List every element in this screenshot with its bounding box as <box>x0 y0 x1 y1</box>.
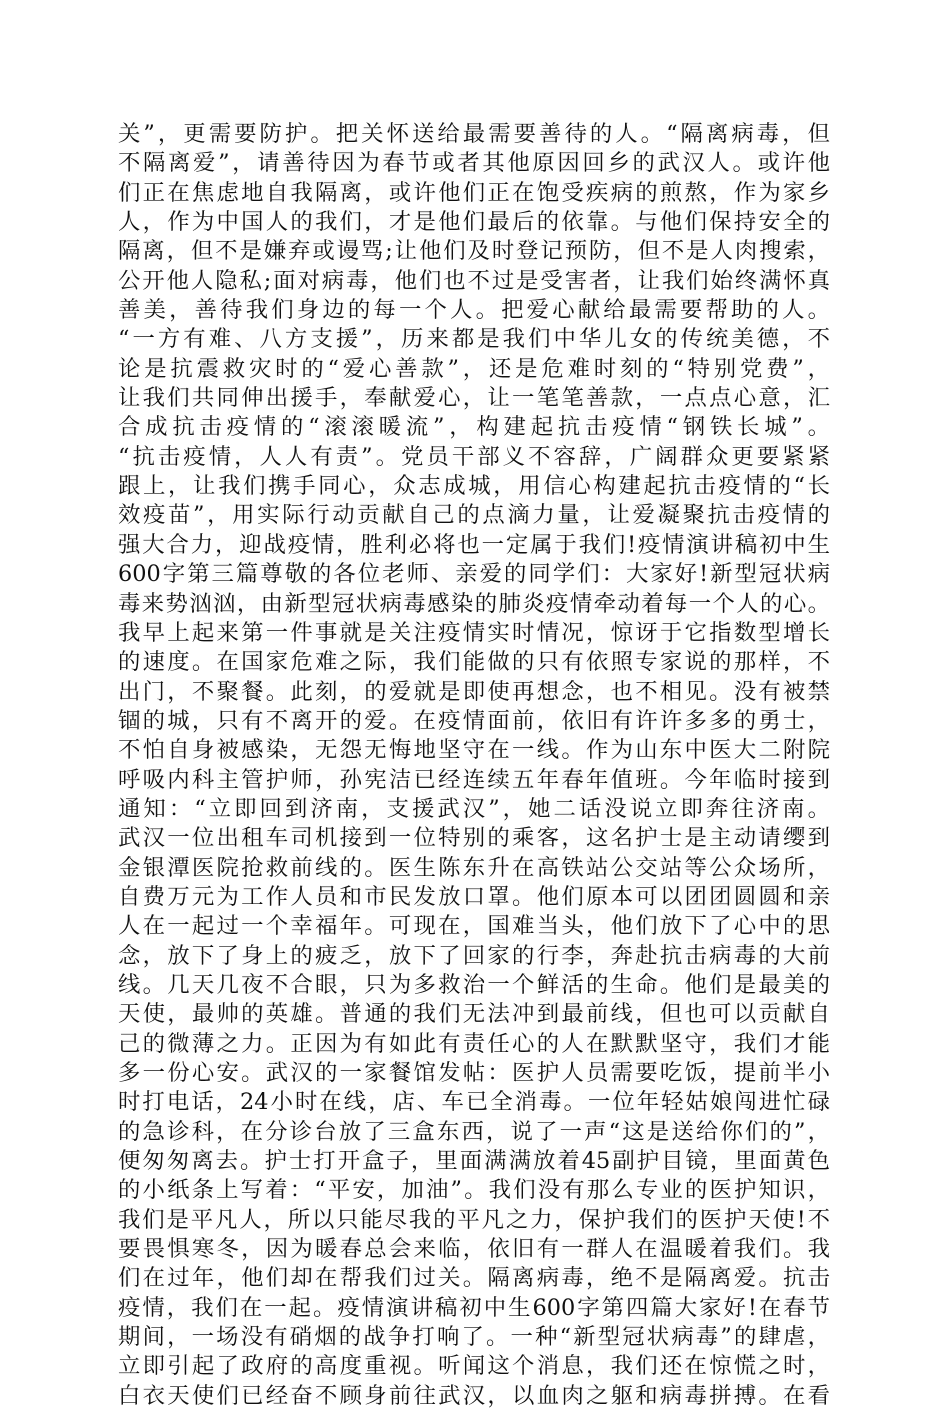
text-line: 强大合力，迎战疫情，胜利必将也一定属于我们!疫情演讲稿初中生 <box>118 531 830 558</box>
text-line: “一方有难、八方支援”，历来都是我们中华儿女的传统美德，不 <box>118 326 830 353</box>
text-line: 的速度。在国家危难之际，我们能做的只有依照专家说的那样，不 <box>118 649 830 676</box>
text-line: 关”，更需要防护。把关怀送给最需要善待的人。“隔离病毒，但 <box>118 121 830 147</box>
text-line: 线。几天几夜不合眼，只为多救治一个鲜活的生命。他们是最美的 <box>118 971 830 998</box>
text-line: 念，放下了身上的疲乏，放下了回家的行李，奔赴抗击病毒的大前 <box>118 942 830 969</box>
text-line: 跟上，让我们携手同心，众志成城，用信心构建起抗击疫情的“长 <box>118 473 830 500</box>
text-line: 天使，最帅的英雄。普通的我们无法冲到最前线，但也可以贡献自 <box>118 1001 830 1028</box>
text-line: 不隔离爱”，请善待因为春节或者其他原因回乡的武汉人。或许他 <box>118 150 830 177</box>
text-line: 时打电话，24小时在线，店、车已全消毒。一位年轻姑娘闯进忙碌 <box>118 1089 830 1116</box>
text-line: 不怕自身被感染，无怨无悔地坚守在一线。作为山东中医大二附院 <box>118 737 830 764</box>
text-line: 效疫苗”，用实际行动贡献自己的点滴力量，让爱凝聚抗击疫情的 <box>118 502 830 529</box>
text-line: 多一份心安。武汉的一家餐馆发帖：医护人员需要吃饭，提前半小 <box>118 1060 830 1086</box>
text-line: 人在一起过一个幸福年。可现在，国难当头，他们放下了心中的思 <box>118 913 830 940</box>
text-line: 我们是平凡人，所以只能尽我的平凡之力，保护我们的医护天使!不 <box>118 1206 830 1233</box>
text-line: 合成抗击疫情的“滚滚暖流”，构建起抗击疫情“钢铁长城”。 <box>118 414 830 441</box>
text-line: 公开他人隐私;面对病毒，他们也不过是受害者，让我们始终满怀真 <box>118 267 830 294</box>
text-line: 论是抗震救灾时的“爱心善款”，还是危难时刻的“特别党费”， <box>118 355 830 382</box>
text-line: 们正在焦虑地自我隔离，或许他们正在饱受疾病的煎熬，作为家乡 <box>118 179 830 206</box>
text-line: 的小纸条上写着：“平安，加油”。我们没有那么专业的医护知识， <box>118 1177 830 1204</box>
text-line: 己的微薄之力。正因为有如此有责任心的人在默默坚守，我们才能 <box>118 1030 830 1057</box>
text-line: 金银潭医院抢救前线的。医生陈东升在高铁站公交站等公众场所， <box>118 854 830 881</box>
body-text <box>118 120 830 1411</box>
text-line: 让我们共同伸出援手，奉献爱心，让一笔笔善款，一点点心意，汇 <box>118 385 830 412</box>
text-line: 的急诊科，在分诊台放了三盒东西，说了一声“这是送给你们的”， <box>118 1118 830 1145</box>
text-line: 善美，善待我们身边的每一个人。把爱心献给最需要帮助的人。 <box>118 297 830 324</box>
text-line: 呼吸内科主管护师，孙宪洁已经连续五年春年值班。今年临时接到 <box>118 766 830 793</box>
text-line: 便匆匆离去。护士打开盒子，里面满满放着45副护目镜，里面黄色 <box>118 1148 830 1175</box>
text-line: 们在过年，他们却在帮我们过关。隔离病毒，绝不是隔离爱。抗击 <box>118 1265 830 1292</box>
text-line: 武汉一位出租车司机接到一位特别的乘客，这名护士是主动请缨到 <box>118 825 830 852</box>
text-line: 自费万元为工作人员和市民发放口罩。他们原本可以团团圆圆和亲 <box>118 883 830 910</box>
text-line: 毒来势汹汹，由新型冠状病毒感染的肺炎疫情牵动着每一个人的心。 <box>118 590 830 617</box>
text-line: 白衣天使们已经奋不顾身前往武汉，以血肉之躯和病毒拼搏。在看 <box>118 1382 830 1409</box>
text-line: “抗击疫情，人人有责”。党员干部义不容辞，广阔群众更要紧紧 <box>118 443 830 470</box>
text-line: 立即引起了政府的高度重视。听闻这个消息，我们还在惊慌之时， <box>118 1353 830 1380</box>
text-line: 出门，不聚餐。此刻，的爱就是即使再想念，也不相见。没有被禁 <box>118 678 830 705</box>
text-line: 隔离，但不是嫌弃或谩骂;让他们及时登记预防，但不是人肉搜索， <box>118 238 830 265</box>
text-line: 人，作为中国人的我们，才是他们最后的依靠。与他们保持安全的 <box>118 209 830 236</box>
text-line: 锢的城，只有不离开的爱。在疫情面前，依旧有许许多多的勇士， <box>118 707 830 734</box>
text-line: 期间，一场没有硝烟的战争打响了。一种“新型冠状病毒”的肆虐， <box>118 1324 830 1351</box>
text-line: 通知：“立即回到济南，支援武汉”，她二话没说立即奔往济南。 <box>118 795 830 822</box>
text-line: 600字第三篇尊敬的各位老师、亲爱的同学们：大家好!新型冠状病 <box>118 561 830 588</box>
text-line: 我早上起来第一件事就是关注疫情实时情况，惊讶于它指数型增长 <box>118 619 830 646</box>
text-line: 要畏惧寒冬，因为暖春总会来临，依旧有一群人在温暖着我们。我 <box>118 1236 830 1263</box>
text-line: 疫情，我们在一起。疫情演讲稿初中生600字第四篇大家好!在春节 <box>118 1294 830 1321</box>
